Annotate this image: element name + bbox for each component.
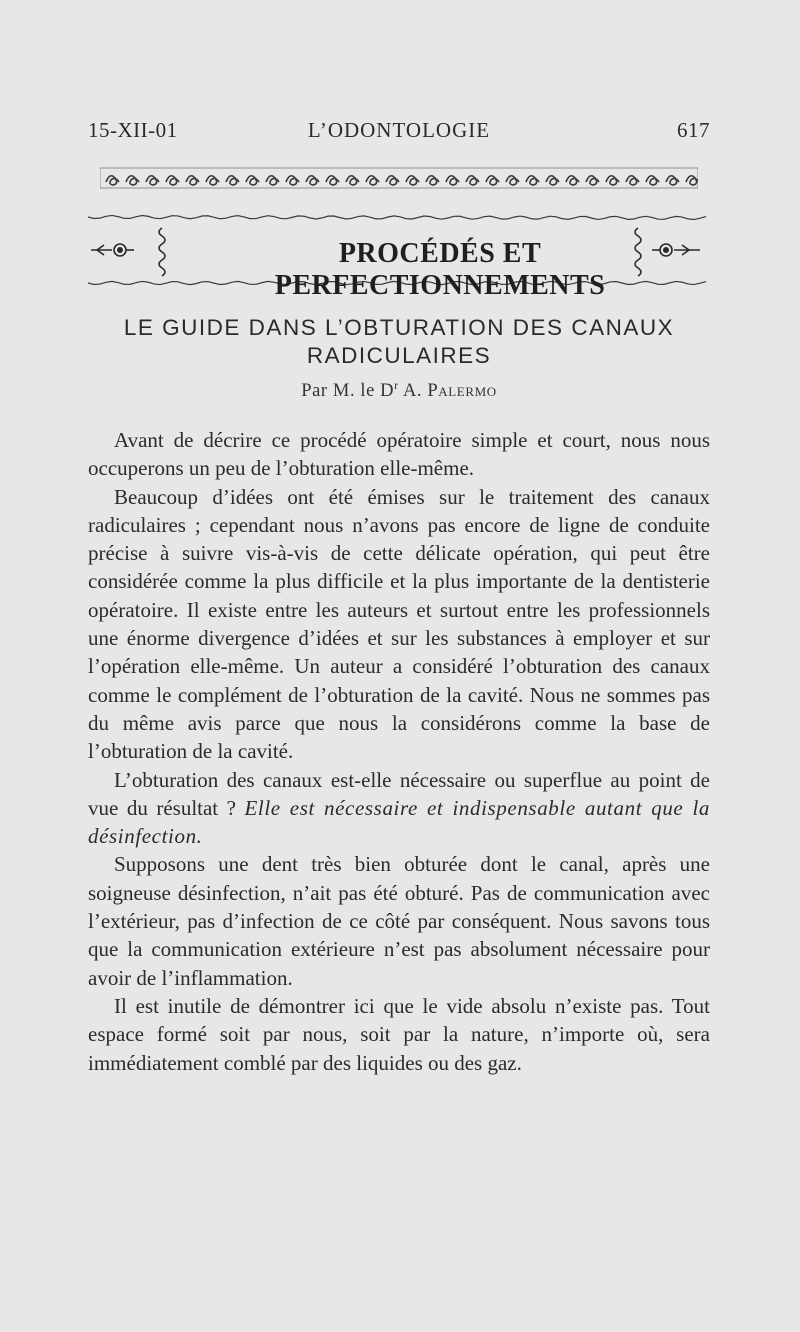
ornament-scroll-icon: [626, 176, 639, 185]
ornament-scroll-icon: [686, 176, 698, 185]
ornament-scroll-icon: [286, 176, 299, 185]
ornament-scroll-icon: [406, 176, 419, 185]
ornament-scroll-icon: [506, 176, 519, 185]
article-title-line-1: LE GUIDE DANS L’OBTURATION DES CANAUX: [123, 315, 675, 340]
ornament-scroll-icon: [466, 176, 479, 185]
paragraph-3: [88, 766, 710, 851]
ornament-scroll-icon: [586, 176, 599, 185]
ornament-scroll-icon: [206, 176, 219, 185]
byline: [88, 378, 710, 402]
right-fleuron-icon: [652, 244, 700, 256]
paragraph-5: Il est inutile de démontrer ici que le vide absolu n’existe pas. Tout espace formé soit par nous, soit par la nature, n’importe où, sera immédiatement comblé par des liquides ou des gaz.: [88, 993, 710, 1075]
ornament-scroll-icon: [566, 176, 579, 185]
right-bracket-icon: [635, 228, 641, 276]
paragraph-4: Supposons une dent très bien obturée dont le canal, après une soigneuse désinfection, n’ait pas été obturé. Pas de communication avec l’extérieur, pas d’infection de ce côté par conséquent. Nous savons tous que la communication extérieure n’est pas absolument nécessaire pour avoir de l’inflammation.: [88, 852, 710, 990]
ornament-scroll-icon: [666, 176, 679, 185]
ornament-scroll-icon: [486, 176, 499, 185]
byline-doctor-sup: r: [394, 378, 399, 392]
article-title: [88, 314, 710, 370]
issue-date: 15-XII-01: [88, 118, 178, 142]
ornament-scroll-icon: [266, 176, 279, 185]
ornament-scroll-icon: [126, 176, 139, 185]
ornament-scroll-icon: [306, 176, 319, 185]
ornament-scroll-icon: [226, 176, 239, 185]
ornament-scroll-icon: [186, 176, 199, 185]
author-name: Palermo: [427, 381, 497, 402]
section-title: PROCÉDÉS ET PERFECTIONNEMENTS: [274, 238, 606, 301]
ornament-scroll-icon: [426, 176, 439, 185]
byline-initial: A.: [398, 381, 428, 402]
ornament-scroll-icon: [146, 176, 159, 185]
ornament-scroll-icon: [526, 176, 539, 185]
left-fleuron-icon: [91, 244, 134, 256]
ornamental-border: [100, 165, 698, 191]
ornament-scroll-icon: [386, 176, 399, 185]
paragraph-3-emphasis: Elle est nécessaire et indispensable autant que la désinfection.: [88, 795, 710, 849]
paragraph-1: Avant de décrire ce procédé opératoire simple et court, nous nous occuperons un peu de l’obturation elle-même.: [88, 428, 710, 481]
section-banner: [88, 212, 710, 301]
ornament-scroll-icon: [246, 176, 259, 185]
article-title-line-2: RADICULAIRES: [306, 343, 492, 368]
ornament-scroll-icon: [646, 176, 659, 185]
ornament-scroll-icon: [166, 176, 179, 185]
ornament-scroll-icon: [606, 176, 619, 185]
article-body: [88, 426, 710, 1077]
byline-prefix: Par M. le D: [301, 381, 395, 402]
ornament-scroll-icon: [346, 176, 359, 185]
ornament-scroll-icon: [546, 176, 559, 185]
page-number: 617: [677, 118, 710, 142]
ornament-scroll-icon: [446, 176, 459, 185]
left-bracket-icon: [159, 228, 165, 276]
paragraph-3-text: L’obturation des canaux est-elle nécessaire ou superflue au point de vue du résultat ?: [88, 767, 710, 820]
ornament-scroll-icon: [366, 176, 379, 185]
journal-name: L’ODONTOLOGIE: [307, 118, 491, 142]
ornament-scroll-icon: [106, 176, 119, 185]
paragraph-2: Beaucoup d’idées ont été émises sur le traitement des canaux radiculaires ; cependant nous n’avons pas encore de ligne de conduite précise à suivre vis-à-vis de cette délicate opération, qui peut être considérée comme la plus difficile et la plus importante de la dentisterie opératoire. Il existe entre les auteurs et surtout entre les professionnels une énorme divergence d’idées et sur les substances à employer et sur l’opération elle-même. Un auteur a considéré l’obturation des canaux comme le complément de l’obturation de la cavité. Nous ne sommes pas du même avis parce que nous la considérons comme la base de l’obturation de la cavité.: [88, 484, 710, 764]
ornament-scroll-icon: [326, 176, 339, 185]
